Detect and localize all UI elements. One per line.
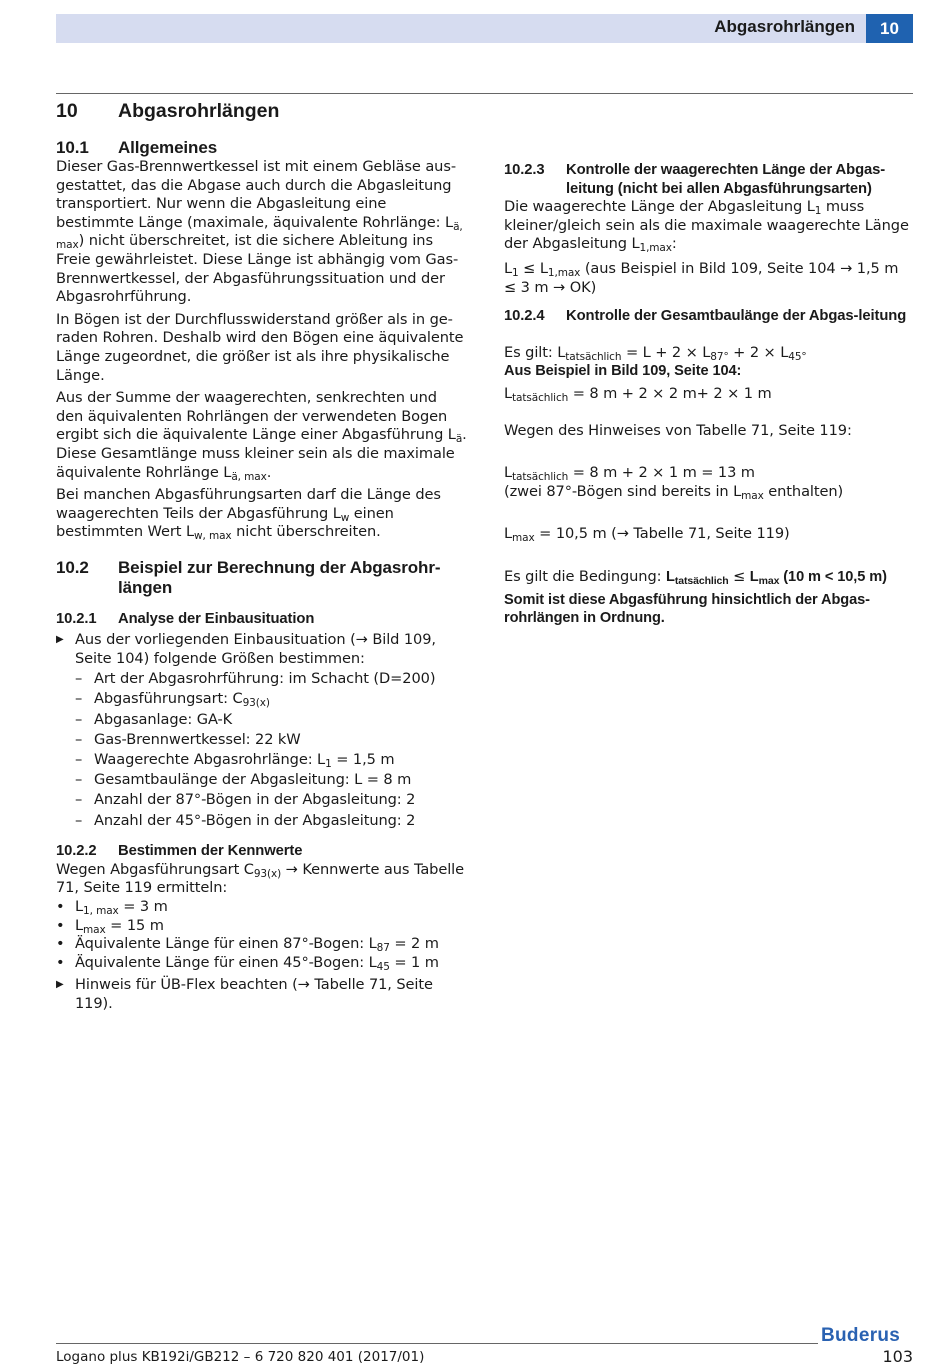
paragraph: Die waagerechte Länge der Abgasleitung $L_1$ muss kleiner/gleich sein als die maximale waagerechte Länge der Abgasleitung $L_{1,max}$: (504, 198, 909, 255)
condition: Es gilt die Bedingung: $L_{tatsächlich} \le L_{max}$ (10 m < 10,5 m) (504, 567, 887, 587)
footer-divider (56, 1343, 818, 1344)
brand-logo: Buderus (821, 1325, 901, 1346)
paragraph: In Bögen ist der Durchflusswiderstand größer als in ge-raden Rohren. Deshalb wird den Bögen eine äquivalente Länge zugeordnet, die größer ist als ihre physikalische Länge. (56, 310, 464, 384)
right-column (504, 161, 914, 628)
paragraph: Bei manchen Abgasführungsarten darf die Länge des waagerechten Teils der Abgasführung $L_w$ einen bestimmten Wert $L_{w, max}$ nicht überschreiten. (56, 486, 441, 543)
formula: $L_{tatsächlich} = 8$ m + 2 × 1 m = 13 m (504, 464, 755, 484)
subsection-heading-10-2-1: 10.2.1 Analyse der Einbausituation (56, 610, 315, 627)
formula: Es gilt: $L_{tatsächlich} = L + 2 \times L_{87^\circ} + 2 \times L_{45^\circ}$ (504, 343, 807, 363)
list-item: – Gas-Brennwertkessel: 22 kW (75, 730, 301, 748)
paragraph: Dieser Gas-Brennwertkessel ist mit einem Gebläse aus-gestattet, das die Abgase auch durch die Abgasleitung transportiert. Nur wenn die Abgasleitung eine bestimmte Länge (maximale, äquivalente Rohrlänge: $L_{ä, max}$) nicht überschreitet, ist die sichere Ableitung ins Freie gewährleistet. Diese Länge ist abhängig vom Gas-Brennwertkessel, der Abgasführungssituation und der Abgasrohrführung. (56, 158, 463, 306)
list-item: • $L_{1, max} = 3$ m (56, 897, 168, 917)
triangle-bullet-icon: ▶ (56, 979, 64, 991)
page-number: 103 (882, 1347, 913, 1366)
paragraph: (zwei 87°-Bögen sind bereits in $L_{max}$ enthalten) (504, 482, 844, 502)
list-item: – Abgasführungsart: $C_{93(x)}$ (75, 690, 270, 710)
list-item: • $L_{max} = 15$ m (56, 916, 164, 936)
header-title: Abgasrohrlängen (714, 17, 855, 36)
formula: $L_{max} = 10,5$ m (→ Tabelle 71, Seite 119) (504, 525, 790, 545)
subsection-heading-10-2-4: 10.2.4 Kontrolle der Gesamtbaulänge der Abgas-leitung (504, 308, 907, 325)
left-column (56, 138, 468, 1014)
subsection-heading-10-2-2: 10.2.2 Bestimmen der Kennwerte (56, 843, 303, 860)
action-step: ▶ Aus der vorliegenden Einbausituation (→ Bild 109, Seite 104) folgende Größen bestimmen: (56, 631, 436, 668)
list-item: • Äquivalente Länge für einen 45°-Bogen: $L_{45} = 1$ m (56, 953, 439, 973)
list-item: – Anzahl der 45°-Bögen in der Abgasleitung: 2 (75, 811, 416, 829)
list-item: – Abgasanlage: GA-K (75, 710, 233, 728)
formula: $L_{tatsächlich} = 8$ m + 2 × 2 m+ 2 × 1 m (504, 384, 772, 404)
conclusion: Somit ist diese Abgasführung hinsichtlich der Abgas-rohrlängen in Ordnung. (504, 591, 870, 627)
list-item: – Waagerechte Abgasrohrlänge: $L_1 = 1,5$ m (75, 751, 395, 770)
list-item: – Anzahl der 87°-Bögen in der Abgasleitung: 2 (75, 791, 416, 809)
paragraph: Wegen des Hinweises von Tabelle 71, Seite 119: (504, 421, 852, 439)
action-step: ▶ Hinweis für ÜB-Flex beachten (→ Tabelle 71, Seite 119). (56, 976, 433, 1012)
list-item: – Art der Abgasrohrführung: im Schacht (D=200) (75, 670, 436, 688)
paragraph: Aus der Summe der waagerechten, senkrechten und den äquivalenten Rohrlängen der verwendeten Bogen ergibt sich die äquivalente Länge einer Abgasführung $L_ä$. Diese Gesamtlänge muss kleiner sein als die maximale äquivalente Rohrlänge $L_{ä, max}$. (56, 389, 467, 483)
divider (56, 93, 913, 94)
section-heading-10-1: 10.1 Allgemeines (56, 138, 218, 157)
chapter-badge: 10 (866, 14, 913, 43)
section-heading-10-2: 10.2 Beispiel zur Berechnung der Abgasrohr-längen (56, 557, 441, 597)
list-item: – Gesamtbaulänge der Abgasleitung: L = 8 m (75, 771, 412, 789)
footer-text: Logano plus KB192i/GB212 – 6 720 820 401 (2017/01) (56, 1349, 425, 1365)
paragraph: Wegen Abgasführungsart $C_{93(x)}$ → Kennwerte aus Tabelle 71, Seite 119 ermitteln: (56, 860, 465, 897)
subsection-heading-10-2-3: 10.2.3 Kontrolle der waagerechten Länge der Abgas-leitung (nicht bei allen Abgasführungsarten) (504, 162, 886, 197)
chapter-heading: 10 Abgasrohrlängen (56, 100, 280, 122)
formula: $L_1 \le L_{1,max}$ (aus Beispiel in Bild 109, Seite 104 → 1,5 m ≤ 3 m → OK) (504, 259, 899, 296)
example-heading: Aus Beispiel in Bild 109, Seite 104: (504, 363, 742, 380)
list-item: • Äquivalente Länge für einen 87°-Bogen: $L_{87} = 2$ m (56, 935, 439, 955)
triangle-bullet-icon: ▶ (56, 634, 64, 646)
